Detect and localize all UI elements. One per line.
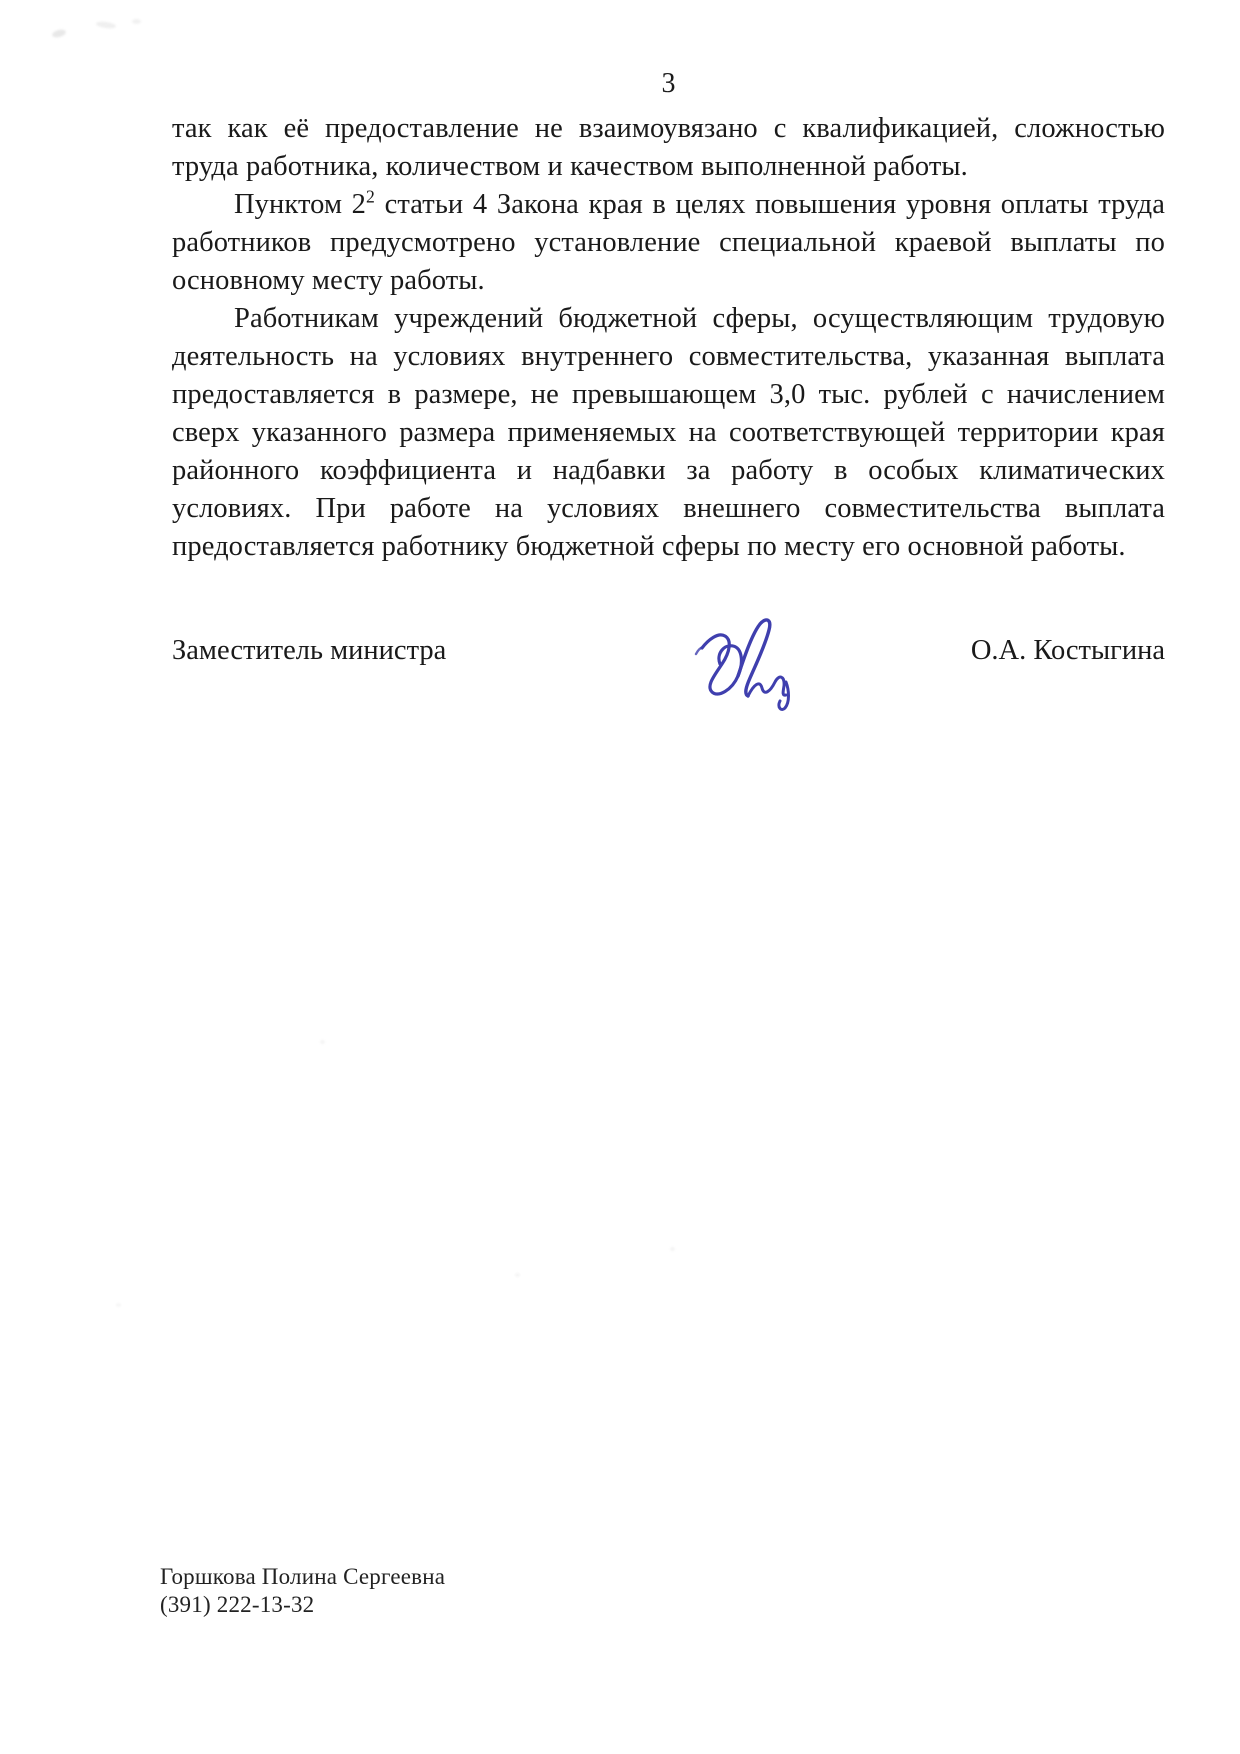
scan-smudge	[132, 19, 141, 24]
paragraph-budget-workers	[172, 300, 1165, 566]
paragraph-point2	[172, 186, 1165, 300]
scan-speck	[515, 1273, 520, 1277]
paragraph-text: Работникам учреждений бюджетной сферы, осуществляющим трудовую деятельность на условиях внутреннего совместительства, указанная выплата предоставляется в размере, не превышающем 3,0 тыс. рублей с начислением сверх указанного размера применяемых на соответствующей территории края районного коэффициента и надбавки за работу в особых климатических условиях. При работе на условиях внешнего совместительства выплата предоставляется работнику бюджетной сферы по месту его основной работы.	[172, 303, 1165, 562]
paragraph-text: Пунктом 2	[234, 189, 367, 220]
document-body	[172, 110, 1165, 566]
page-number: 3	[661, 68, 676, 99]
paragraph-text: так как её предоставление не взаимоувязано с квалификацией, сложностью труда работника, количеством и качеством выполненной работы.	[172, 113, 1165, 182]
scan-speck	[320, 1040, 325, 1044]
scan-smudge	[96, 21, 117, 30]
executor-phone: (391) 222-13-32	[160, 1591, 315, 1617]
scan-speck	[116, 1303, 121, 1307]
handwritten-signature-icon	[672, 606, 822, 718]
paragraph-continuation	[172, 110, 1165, 186]
signature-block	[172, 632, 1165, 742]
signer-position-title: Заместитель министра	[172, 635, 447, 666]
signer-name: О.А. Костыгина	[970, 635, 1165, 666]
executor-contact-block	[160, 1563, 445, 1618]
paragraph-text: статьи 4 Закона края в целях повышения уровня оплаты труда работников предусмотрено установление специальной краевой выплаты по основному месту работы.	[172, 189, 1165, 296]
superscript-2: 2	[366, 186, 375, 207]
scan-smudge	[51, 28, 66, 38]
scan-speck	[670, 1247, 675, 1251]
executor-name: Горшкова Полина Сергеевна	[160, 1564, 446, 1589]
